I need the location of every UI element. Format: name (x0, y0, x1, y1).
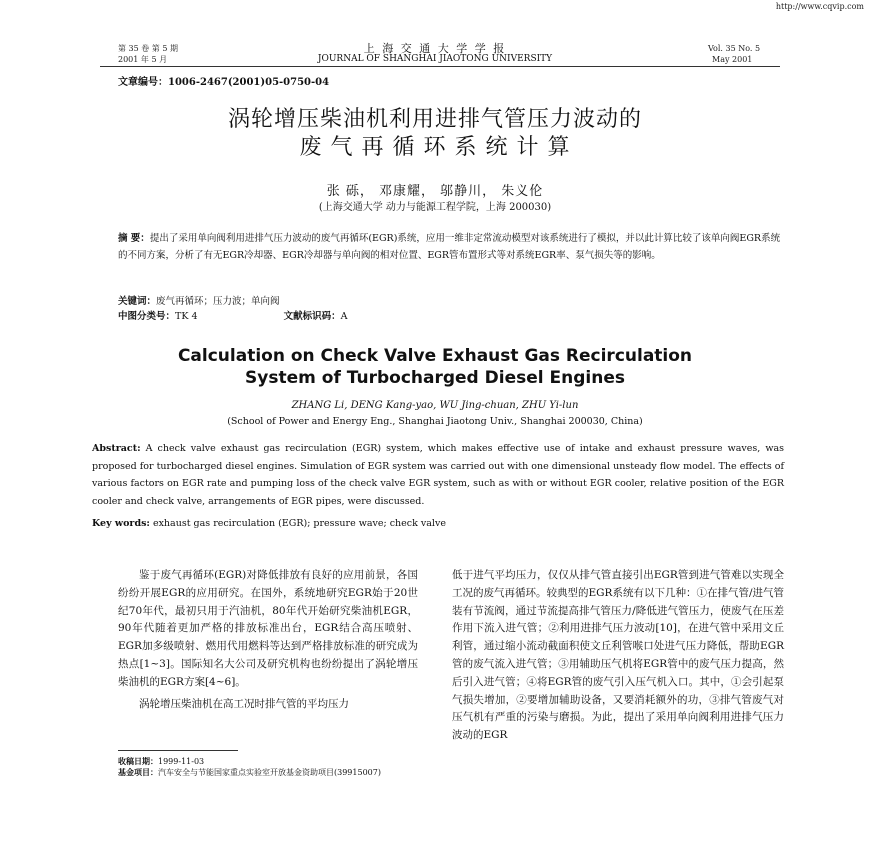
received-label: 收稿日期： (118, 756, 158, 766)
received-date: 1999-11-03 (158, 757, 205, 766)
document-code-value: A (340, 311, 348, 322)
keywords-en-text: exhaust gas recirculation (EGR); pressure wave; check valve (149, 518, 446, 529)
title-en-line2: System of Turbocharged Diesel Engines (245, 368, 625, 388)
abstract-cn-text: 提出了采用单向阀利用进排气压力波动的废气再循环(EGR)系统，应用一维非定常流动模型对该系统进行了模拟，并以此计算比较了该单向阀EGR系统的不同方案，分析了有无EGR冷却器、EGR冷却器与单向阀的相对位置、EGR管布置形式等对系统EGR率、泵气损失等的影响。 (118, 233, 781, 261)
authors-en: ZHANG Li, DENG Kang-yao, WU Jing-chuan, ZHU Yi-lun (291, 400, 579, 411)
abstract-cn-label: 摘 要： (118, 233, 150, 244)
body-left-paragraph-1: 鉴于废气再循环(EGR)对降低排放有良好的应用前景，各国纷纷开展EGR的应用研究。在国外，系统地研究EGR始于20世纪70年代，最初只用于汽油机，80年代开始研究柴油机EGR，90年代随着更加严格的排放标准出台，EGR结合高压喷射、EGR加多级喷射、燃用代用燃料等达到严格排放标准的研究成为热点[1~3]。国际知名大公司及研究机构也纷纷提出了涡轮增压柴油机的EGR方案[4~6]。 (118, 569, 418, 688)
abstract-en-text: A check valve exhaust gas recirculation (EGR) system, which makes effective use of intake and exhaust pressure waves, was proposed for turbocharged diesel engines. Simulation of EGR system was carried out with one dimensional unsteady flow model. The effects of various factors on EGR rate and pumping loss of the check valve EGR system, such as with or without EGR cooler, relative position of the EGR cooler and check valve, arrangements of EGR pipes, were discussed. (92, 443, 784, 507)
affiliation-en: (School of Power and Energy Eng., Shanghai Jiaotong Univ., Shanghai 200030, China) (227, 416, 643, 427)
site-watermark: http://www.cqvip.com (775, 2, 864, 11)
header-volume-en: Vol. 35 No. 5 (708, 44, 761, 53)
keywords-en (92, 517, 784, 531)
fund-label: 基金项目： (118, 767, 158, 777)
abstract-en (92, 440, 784, 510)
fund-text: 汽车安全与节能国家重点实验室开放基金资助项目(39915007) (158, 768, 381, 777)
footnote-fund (118, 767, 418, 778)
classification-label: 中图分类号： (118, 311, 176, 322)
abstract-cn (118, 230, 782, 264)
footnote-rule (118, 750, 238, 751)
body-right-column (452, 567, 784, 745)
title-cn-line2: 废 气 再 循 环 系 统 计 算 (299, 135, 571, 160)
header-rule (100, 66, 780, 67)
header-date-en: May 2001 (712, 55, 753, 64)
abstract-en-label: Abstract: (92, 443, 141, 454)
classification-value: TK 4 (175, 311, 198, 322)
keywords-en-label: Key words: (92, 518, 150, 529)
header-volume-cn: 第 35 卷 第 5 期 (118, 44, 178, 53)
keywords-cn-label: 关键词： (118, 296, 157, 307)
body-left-paragraph-2: 涡轮增压柴油机在高工况时排气管的平均压力 (139, 697, 349, 710)
keywords-cn-text: 废气再循环；压力波；单向阀 (156, 296, 280, 307)
title-cn-line1: 涡轮增压柴油机利用进排气管压力波动的 (227, 107, 642, 132)
classification (118, 308, 782, 325)
article-number: 文章编号：1006-2467(2001)05-0750-04 (118, 77, 330, 88)
header-journal-en: JOURNAL OF SHANGHAI JIAOTONG UNIVERSITY (317, 54, 553, 64)
title-en-line1: Calculation on Check Valve Exhaust Gas Recirculation (177, 346, 693, 366)
body-right-paragraph-1: 低于进气平均压力，仅仅从排气管直接引出EGR管到进气管难以实现全工况的废气再循环。较典型的EGR系统有以下几种：①在排气管/进气管装有节流阀，通过节流提高排气管压力/降低进气管压力，使废气在压差作用下流入进气管；②利用进排气压力波动[10]，在进气管中采用文丘利管，通过缩小流动截面积使文丘利管喉口处进气压力降低，帮助EGR管的废气流入进气管；③用辅助压气机将EGR管中的废气压力提高，然后引入进气管；④将EGR管的废气引入压气机入口。其中，①会引起泵气损失增加，②要增加辅助设备，又要消耗额外的功，③排气管废气对压气机有严重的污染与磨损。为此，提出了采用单向阀利用进排气压力波动的EGR (452, 569, 784, 742)
footnote (118, 756, 418, 778)
body-left-column (118, 567, 418, 713)
affiliation-cn: (上海交通大学 动力与能源工程学院，上海 200030) (318, 202, 552, 213)
document-code-label: 文献标识码： (283, 311, 341, 322)
footnote-received (118, 756, 418, 767)
header-date-cn: 2001 年 5 月 (118, 55, 168, 64)
header-journal-cn: 上 海 交 通 大 学 学 报 (363, 42, 507, 55)
authors-cn: 张 砾， 邓康耀， 邬静川， 朱义伦 (326, 184, 544, 199)
